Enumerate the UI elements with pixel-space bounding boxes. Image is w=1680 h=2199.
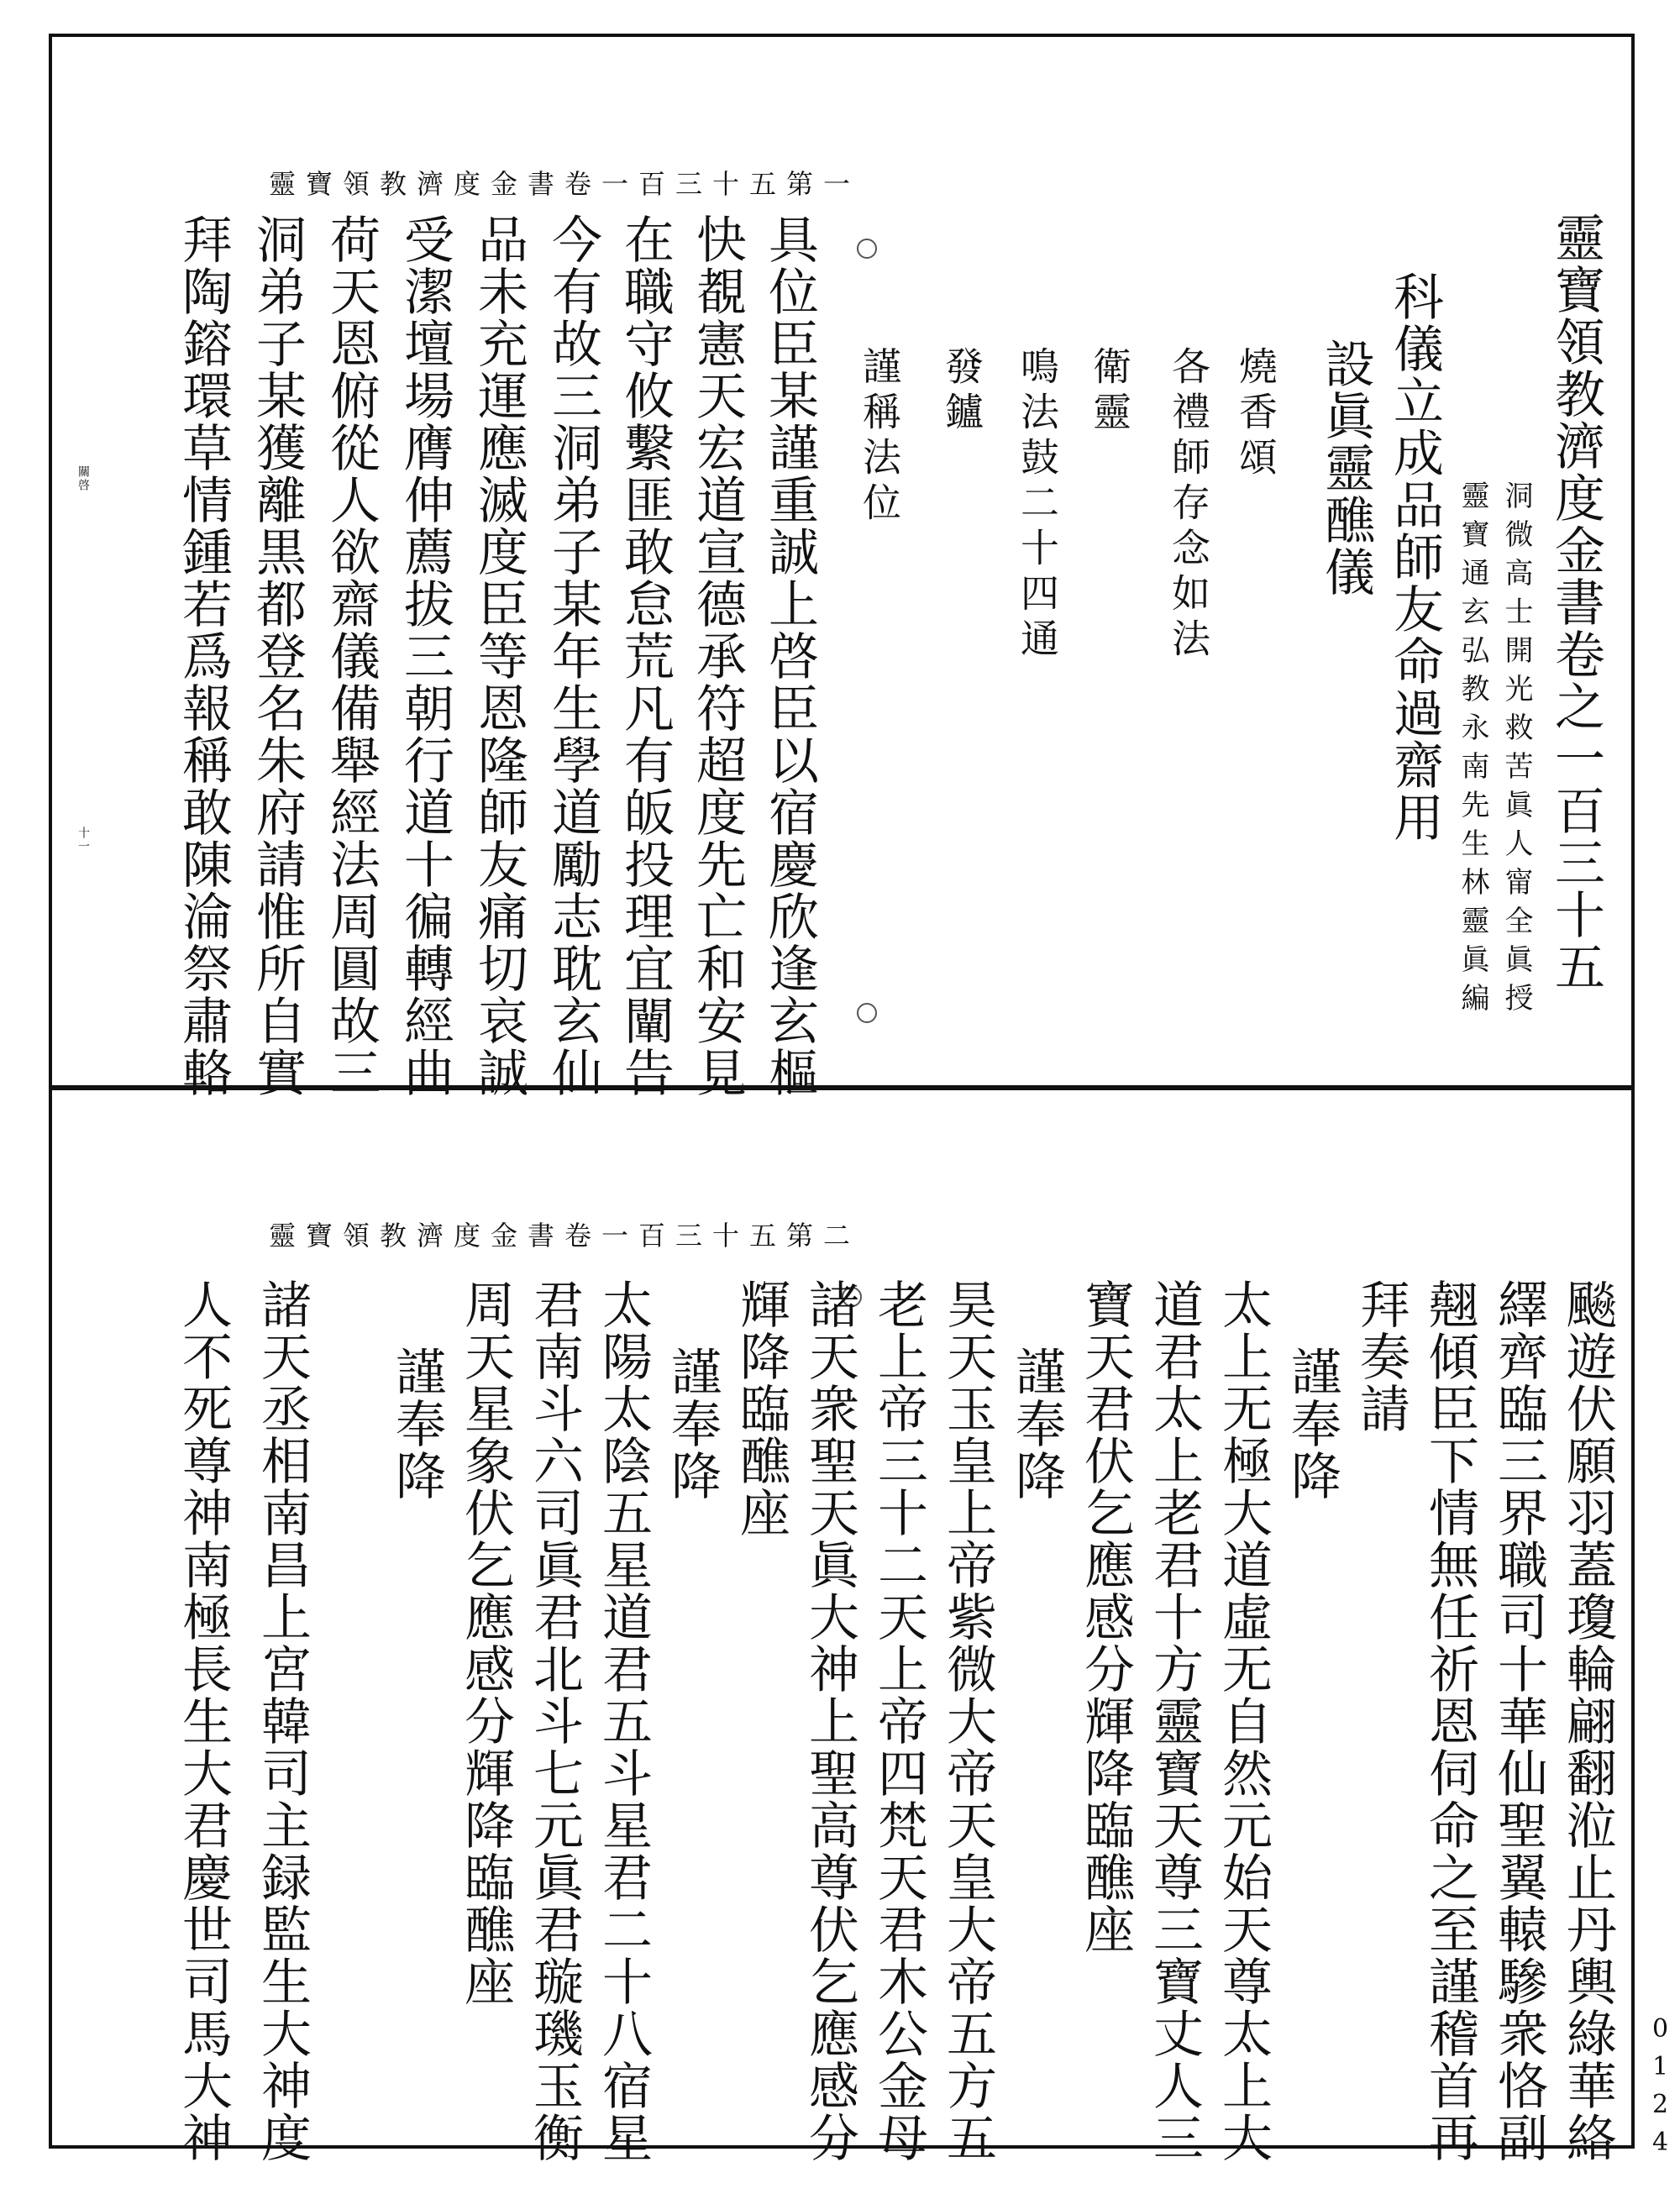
bottom-body-col-5: 謹奉降	[1283, 1346, 1341, 1502]
top-folio: 十一	[76, 827, 90, 853]
bottom-body-col-8: 寶天君伏乞應感分輝降臨醮座	[1076, 1278, 1135, 1955]
top-heading-2: 設眞靈醮儀	[1316, 338, 1375, 598]
top-editor-line-2: 靈寶通玄弘教永南先生林靈眞編	[1456, 480, 1489, 1021]
bottom-body-col-7: 道君太上老君十方靈寶天尊三寶丈人三	[1145, 1278, 1204, 2164]
bottom-body-col-4: 拜奏請	[1352, 1278, 1410, 1435]
bottom-body-col-1: 飈遊伏願羽蓋瓊輪翩翻涖止丹輿綠華絡	[1558, 1278, 1617, 2164]
bottom-body-col-18: 謹奉降	[387, 1346, 446, 1502]
top-body-col-3: 在職守攸繫匪敢怠荒凡有皈投理宜闡告	[616, 213, 675, 1099]
bottom-margin-title: 靈寶領教濟度金書卷一百三十五第二	[269, 1220, 861, 1252]
bottom-body-col-9: 謹奉降	[1007, 1346, 1066, 1502]
top-step-3: 衛靈	[1087, 346, 1132, 437]
bottom-page-panel	[49, 1085, 1635, 2164]
bottom-body-col-11: 老上帝三十二天上帝四梵天君木公金母	[869, 1278, 928, 2164]
top-body-col-9: 拜陶鎔環草情鍾若爲報稱敢陳淪祭肅輅	[174, 213, 233, 1099]
top-margin-title: 靈寶領教濟度金書卷一百三十五第一	[269, 168, 861, 200]
top-heading-1: 科儀立成品師友命過齋用	[1385, 270, 1444, 843]
bottom-body-col-19: 諸天丞相南昌上宮韓司主録監生大神度	[253, 1278, 312, 2164]
bottom-body-col-12: 諸天衆聖天眞大神上聖高尊伏乞應感分	[801, 1278, 859, 2164]
bottom-body-col-14: 謹奉降	[663, 1346, 722, 1502]
top-body-col-2: 快覩憲天宏道宣德承符超度先亡和安見	[688, 213, 747, 1099]
bottom-body-col-13: 輝降臨醮座	[732, 1278, 790, 1539]
top-small-note: 關啓	[76, 465, 90, 492]
bottom-body-col-3: 翹傾臣下情無任祈恩伺命之至謹稽首再	[1420, 1278, 1479, 2164]
top-step-1: 燒香頌	[1233, 346, 1278, 482]
top-step-4: 鳴法鼓二十四通	[1015, 346, 1060, 664]
top-body-col-7: 荷天恩俯從人欲齋儀備舉經法周圓故三	[322, 213, 381, 1099]
top-step-6: 謹稱法位	[857, 346, 902, 527]
bottom-body-col-16: 君南斗六司眞君北斗七元眞君璇璣玉衡	[525, 1278, 584, 2164]
bottom-body-col-20: 人不死尊神南極長生大君慶世司馬大神	[174, 1278, 233, 2164]
bottom-body-col-15: 太陽太陰五星道君五斗星君二十八宿星	[594, 1278, 653, 2164]
top-book-title: 靈寶領教濟度金書卷之一百三十五	[1546, 212, 1605, 993]
top-body-col-4: 今有故三洞弟子某年生學道勵志耽玄仙	[543, 213, 602, 1099]
top-body-col-1: 具位臣某謹重誠上啓臣以宿慶欣逢玄樞	[760, 213, 819, 1099]
bottom-body-col-6: 太上无極大道虛无自然元始天尊太上大	[1214, 1278, 1273, 2164]
top-page-panel	[49, 34, 1635, 1099]
top-body-col-5: 品未充運應滅度臣等恩隆師友痛切哀誠	[470, 213, 528, 1099]
top-body-col-8: 洞弟子某獲離黒都登名朱府請惟所自實	[248, 213, 307, 1099]
top-step-2: 各禮師存念如法	[1166, 346, 1211, 664]
bottom-body-col-17: 周天星象伏乞應感分輝降臨醮座	[456, 1278, 515, 2007]
top-body-col-6: 受潔壇場膺伸薦拔三朝行道十徧轉經曲	[396, 213, 454, 1099]
top-binding-hole-lower	[857, 1003, 877, 1023]
bottom-body-col-2: 繹齊臨三界職司十華仙聖翼轅驂衆恪副	[1489, 1278, 1548, 2164]
top-step-5: 發鑪	[939, 346, 984, 437]
top-editor-line-1: 洞微高士開光救苦眞人甯全眞授	[1499, 480, 1533, 1021]
bottom-body-col-10: 昊天玉皇上帝紫微大帝天皇大帝五方五	[938, 1278, 997, 2164]
page-number: 0124	[1646, 2014, 1675, 2165]
top-binding-hole-upper	[857, 239, 877, 259]
